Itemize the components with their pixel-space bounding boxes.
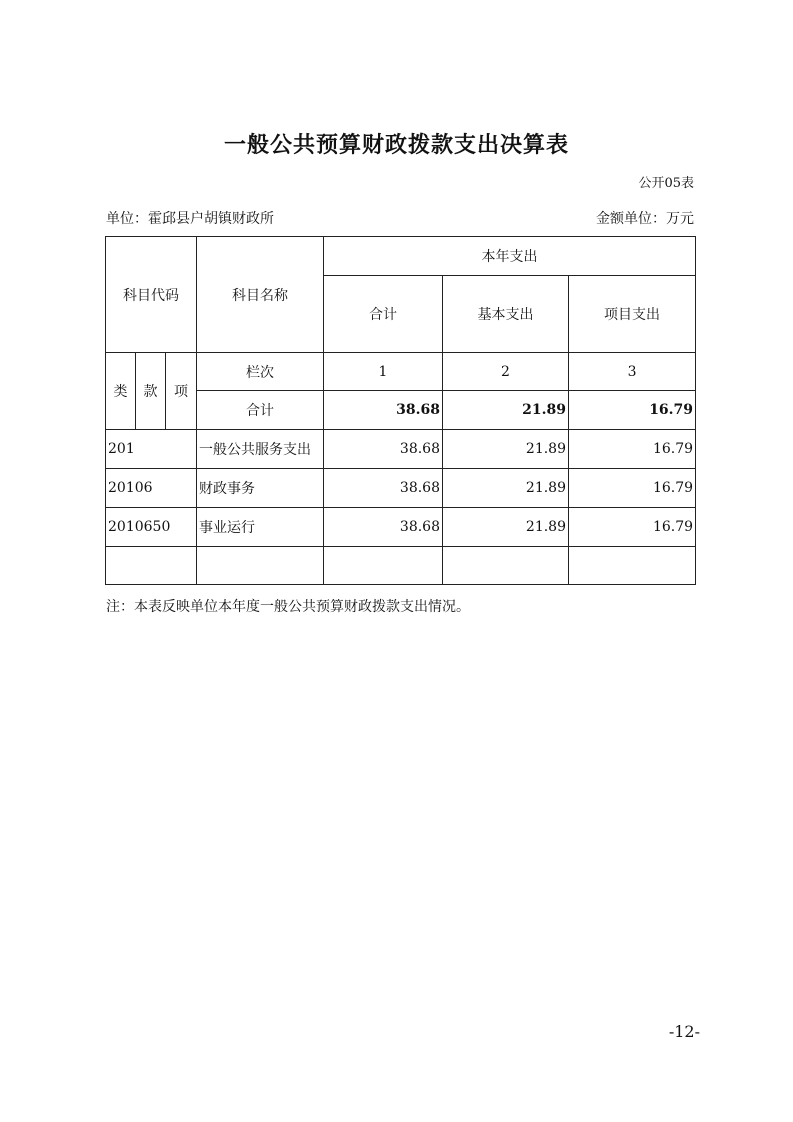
- row-project: 16.79: [569, 508, 696, 547]
- header-basic: 基本支出: [443, 276, 569, 353]
- empty-cell: [569, 547, 696, 585]
- row-total: 38.68: [324, 508, 443, 547]
- column-index-row: [106, 353, 696, 391]
- empty-cell: [106, 547, 197, 585]
- row-total: 38.68: [324, 430, 443, 469]
- col-index-2: 2: [443, 353, 569, 391]
- table-row: [106, 430, 696, 469]
- header-total: 合计: [324, 276, 443, 353]
- header-lanci: 栏次: [197, 353, 324, 391]
- row-code: 2010650: [106, 508, 197, 547]
- total-row-basic: 21.89: [443, 391, 569, 430]
- total-row-total: 38.68: [324, 391, 443, 430]
- empty-cell: [443, 547, 569, 585]
- footnote: 注：本表反映单位本年度一般公共预算财政拨款支出情况。: [106, 599, 470, 615]
- page-title: 一般公共预算财政拨款支出决算表: [223, 133, 569, 158]
- col-index-1: 1: [324, 353, 443, 391]
- row-basic: 21.89: [443, 469, 569, 508]
- row-project: 16.79: [569, 469, 696, 508]
- money-unit-label: 金额单位：万元: [596, 211, 694, 227]
- unit-label: 单位：霍邱县户胡镇财政所: [106, 211, 274, 227]
- total-row-project: 16.79: [569, 391, 696, 430]
- row-basic: 21.89: [443, 430, 569, 469]
- page-number: -12-: [668, 1022, 700, 1041]
- row-name: 一般公共服务支出: [197, 430, 324, 469]
- row-basic: 21.89: [443, 508, 569, 547]
- header-lei: 类: [106, 353, 136, 430]
- empty-cell: [197, 547, 324, 585]
- row-total: 38.68: [324, 469, 443, 508]
- empty-row: [106, 547, 696, 585]
- header-kuan: 款: [136, 353, 166, 430]
- header-year-expense: 本年支出: [324, 237, 696, 276]
- expenditure-table: [105, 236, 696, 585]
- total-row-label: 合计: [197, 391, 324, 430]
- row-code: 20106: [106, 469, 197, 508]
- empty-cell: [324, 547, 443, 585]
- col-index-3: 3: [569, 353, 696, 391]
- row-name: 事业运行: [197, 508, 324, 547]
- row-name: 财政事务: [197, 469, 324, 508]
- table-row: [106, 469, 696, 508]
- row-code: 201: [106, 430, 197, 469]
- header-subject-code: 科目代码: [106, 237, 197, 353]
- table-row: [106, 508, 696, 547]
- header-subject-name: 科目名称: [197, 237, 324, 353]
- header-project: 项目支出: [569, 276, 696, 353]
- form-number: 公开05表: [638, 176, 694, 191]
- header-row-1: [106, 237, 696, 276]
- header-xiang: 项: [166, 353, 197, 430]
- row-project: 16.79: [569, 430, 696, 469]
